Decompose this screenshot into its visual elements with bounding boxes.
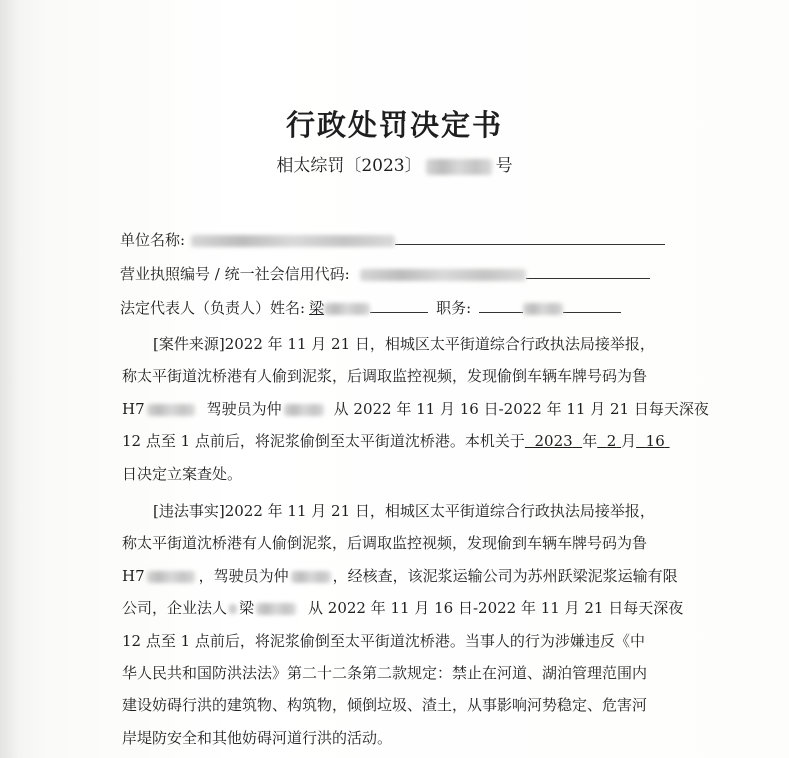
plate-prefix: H7 [122,399,145,418]
violation-facts-paragraph [122,495,682,754]
license-underline [526,264,650,279]
document-title: 行政处罚决定书 [285,108,503,142]
legal-rep-row [120,297,621,318]
case-source-line-3 [122,393,709,425]
case-source-line-4 [122,425,682,457]
month-unit: 月 [621,432,637,451]
violation-line-7: 建设妨碍行洪的建筑物、构筑物，倾倒垃圾、渣土，从事影响河势稳定、危害河 [122,696,648,715]
unit-name-underline [395,230,665,245]
violation-legal-person-surname: 梁 [239,599,255,618]
year-unit: 年 [582,432,598,451]
case-source-line-5: 日决定立案查处。 [122,464,243,483]
redacted-driver-name-2 [291,571,331,583]
violation-line-3 [122,560,682,592]
case-source-paragraph [122,328,709,490]
redacted-position [523,303,563,315]
redacted-doc-number [426,159,492,175]
redacted-legal-person-name [256,603,296,615]
violation-line-8: 岸堤防安全和其他妨碍河道行洪的活动。 [122,728,393,747]
case-source-line-1: [案件来源]2022 年 11 月 21 日，相城区太平街道综合行政执法局接举报， [153,335,655,353]
filing-day-value: 16 [645,432,665,451]
legal-rep-label: 法定代表人（负责人）姓名: [120,299,306,317]
redacted-license-number [360,269,526,281]
legal-rep-underline [370,298,428,313]
license-label: 营业执照编号 / 统一社会信用代码: [120,265,350,283]
case-source-line-4-text: 12 点至 1 点前后，将泥浆偷倒至太平街道沈桥港。本机关于 [122,432,525,451]
redacted-mark [229,604,237,614]
unit-name-label: 单位名称: [120,231,186,249]
violation-plate-prefix: H7 [122,566,145,585]
redacted-plate-number-2 [147,571,195,583]
violation-line-6: 华人民共和国防洪法法》第二十二条第二款规定：禁止在河道、湖泊管理范围内 [122,664,648,683]
case-source-dates: 从 2022 年 11 月 16 日-2022 年 11 月 21 日每天深夜 [333,399,709,418]
filing-month [597,432,621,450]
filing-year [525,432,582,450]
position-underline-right [563,298,621,313]
redacted-unit-name [191,235,395,247]
redacted-legal-rep-name [324,303,370,315]
violation-dates: 从 2022 年 11 月 16 日-2022 年 11 月 21 日每天深夜 [308,599,684,618]
position-underline-left [479,298,523,313]
unit-name-row [120,229,665,250]
redacted-driver-name [284,404,324,416]
document-number-suffix: 号 [495,156,513,176]
license-row [120,263,650,284]
violation-line-5: 12 点至 1 点前后，将泥浆偷倒至太平街道沈桥港。当事人的行为涉嫌违反《中 [122,631,645,650]
violation-driver-label: ，驾驶员为仲 [198,566,289,585]
violation-legal-person-label: 公司，企业法人 [122,599,228,618]
filing-day [636,432,669,450]
filing-month-value: 2 [606,432,617,451]
violation-line-2: 称太平街道沈桥港有人偷倒泥浆，后调取监控视频，发现偷到车辆车牌号码为鲁 [122,534,648,553]
position-label: 职务: [436,299,472,317]
filing-year-value: 2023 [534,432,573,451]
redacted-plate-number [147,404,195,416]
driver-label: 驾驶员为仲 [206,399,282,418]
document-number [0,151,789,176]
legal-rep-surname: 梁 [309,299,325,317]
violation-line-1: [违法事实]2022 年 11 月 21 日，相城区太平街道综合行政执法局接举报， [153,502,655,520]
case-source-line-2: 称太平街道沈桥港有人偷到泥浆，后调取监控视频，发现偷倒车辆车牌号码为鲁 [122,367,648,386]
violation-line-4 [122,592,682,624]
document-number-prefix: 相太综罚〔2023〕 [276,156,422,176]
violation-company: ，经核查，该泥浆运输公司为苏州跃梁泥浆运输有限 [332,566,678,585]
